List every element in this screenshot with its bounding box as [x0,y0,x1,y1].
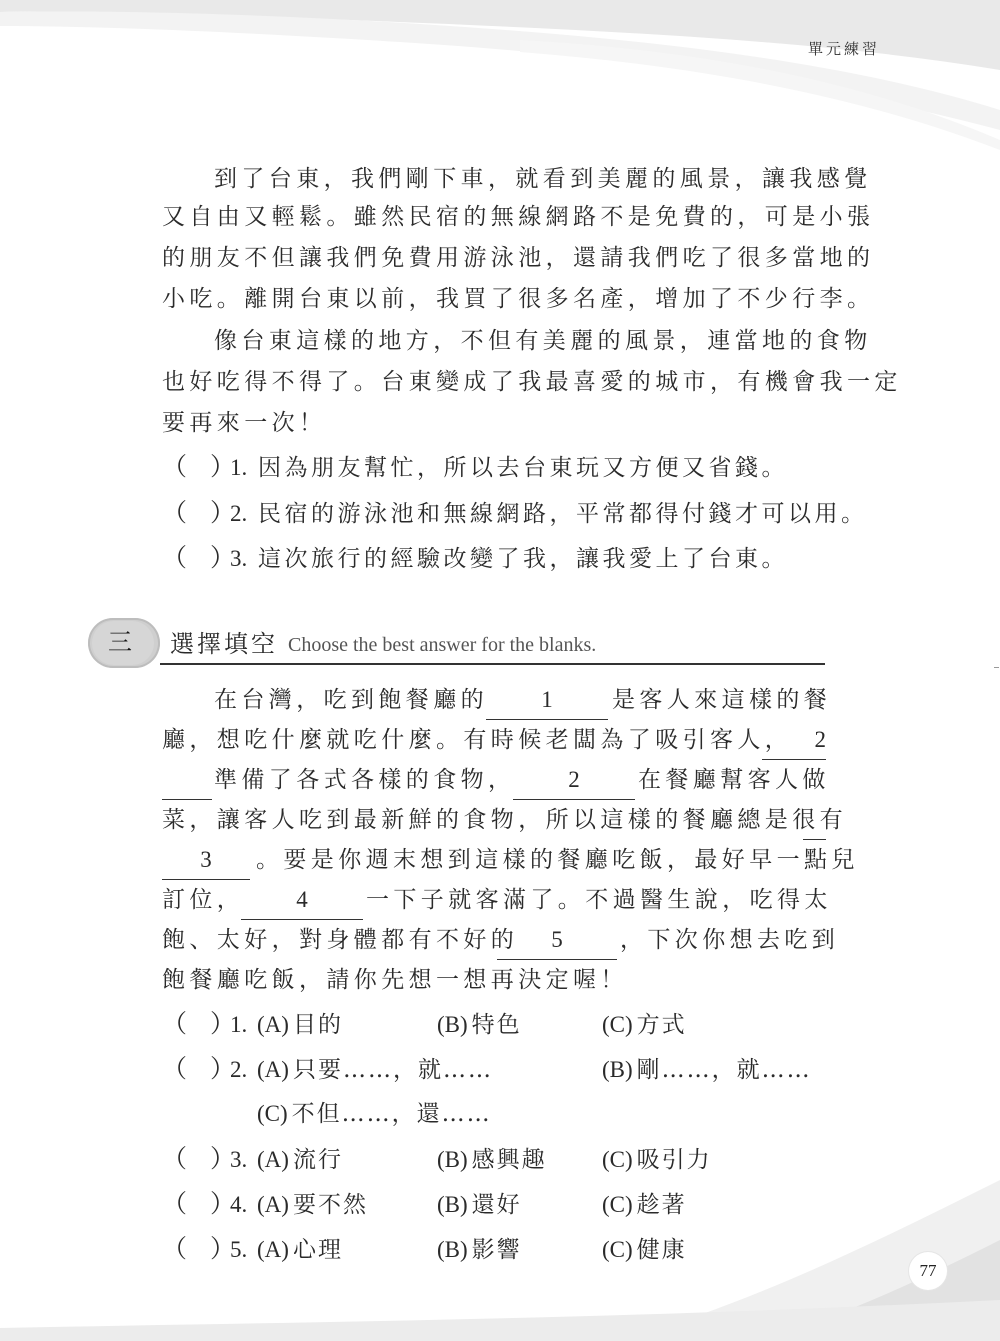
answer-paren-close: ） [210,1011,236,1038]
answer-paren-close: ） [210,545,236,572]
blank-2-part2[interactable] [162,760,212,800]
question-number: 4. [230,1192,248,1217]
answer-paren-close: ） [210,454,236,481]
section-divider [160,663,825,665]
option-a[interactable]: (A) 心理 [257,1237,343,1263]
blank-2-part1[interactable]: 2 [762,720,826,760]
section-subtitle: Choose the best answer for the blanks. [288,634,597,656]
choice-question-2 [162,1050,832,1090]
header-section-label: 單元練習 [808,40,881,58]
question-number: 2. [230,501,248,526]
reading-line-4: 小吃。離開台東以前，我買了很多名產，增加了不少行李。 [162,286,875,312]
blank-1[interactable]: 1 [486,680,608,720]
question-text: 民宿的游泳池和無線網路，平常都得付錢才可以用。 [258,501,868,527]
option-c[interactable]: (C) 方式 [602,1012,687,1038]
answer-paren-open[interactable]: （ [162,1146,188,1173]
answer-paren-open[interactable]: （ [162,454,188,481]
page-number: 77 [919,1261,937,1280]
margin-mark [994,667,999,668]
option-a[interactable]: (A) 只要……，就…… [257,1057,493,1083]
answer-paren-open[interactable]: （ [162,1191,188,1218]
option-c[interactable]: (C) 吸引力 [602,1147,712,1173]
answer-paren-open[interactable]: （ [162,1011,188,1038]
option-b[interactable]: (B) 影響 [437,1237,522,1263]
option-b[interactable]: (B) 特色 [437,1012,522,1038]
choice-question-2-cont [162,1094,832,1134]
true-false-question-1 [162,448,832,488]
option-a[interactable]: (A) 目的 [257,1012,343,1038]
question-text: 因為朋友幫忙，所以去台東玩又方便又省錢。 [258,455,788,481]
true-false-question-3 [162,539,832,579]
cloze-text: 飽餐廳吃飯，請你先想一想再決定喔！ [162,967,628,993]
question-number: 1. [230,1012,248,1037]
option-c[interactable]: (C) 趁著 [602,1192,687,1218]
blank-4[interactable]: 4 [241,880,363,920]
choice-question-1 [162,1005,832,1045]
option-b[interactable]: (B) 還好 [437,1192,522,1218]
question-number: 2. [230,1057,248,1082]
cloze-text: 是客人來這樣的餐 [612,687,832,713]
question-number: 3. [230,1147,248,1172]
cloze-text: ，下次你想去吃到 [620,927,840,953]
answer-paren-open[interactable]: （ [162,545,188,572]
option-c[interactable]: (C) 不但……，還…… [257,1101,492,1127]
blank-2-second[interactable]: 2 [513,760,635,800]
true-false-question-2 [162,494,868,534]
reading-line-7: 要再來一次！ [162,410,327,436]
answer-paren-close: ） [210,1056,236,1083]
answer-paren-open[interactable]: （ [162,1056,188,1083]
question-text: 這次旅行的經驗改變了我，讓我愛上了台東。 [258,546,788,572]
answer-paren-open[interactable]: （ [162,500,188,527]
reading-line-5: 像台東這樣的地方，不但有美麗的風景，連當地的食物 [214,328,872,354]
option-c[interactable]: (C) 健康 [602,1237,687,1263]
answer-paren-close: ） [210,1191,236,1218]
reading-line-2: 又自由又輕鬆。雖然民宿的無線網路不是免費的，可是小張 [162,204,875,230]
cloze-text: 一下子就客滿了。不過醫生說，吃得太 [366,887,832,913]
blank-5[interactable]: 5 [497,920,617,960]
answer-paren-open[interactable]: （ [162,1236,188,1263]
option-a[interactable]: (A) 流行 [257,1147,343,1173]
blank-3-part1[interactable] [803,800,826,840]
cloze-text: 飽、太好，對身體都有不好的 [162,927,519,953]
cloze-text: 在餐廳幫客人做 [638,767,830,793]
section-title: 選擇填空 [170,630,278,658]
reading-line-3: 的朋友不但讓我們免費用游泳池，還請我們吃了很多當地的 [162,245,875,271]
answer-paren-close: ） [210,1236,236,1263]
option-b[interactable]: (B) 剛……，就…… [602,1057,812,1083]
footer-swoosh-decoration [0,1150,1000,1341]
cloze-text: 準備了各式各樣的食物， [214,767,516,793]
cloze-text: 訂位， [162,887,245,913]
question-number: 1. [230,455,248,480]
option-b[interactable]: (B) 感興趣 [437,1147,547,1173]
answer-paren-close: ） [210,1146,236,1173]
reading-line-1: 到了台東，我們剛下車，就看到美麗的風景，讓我感覺 [214,166,872,192]
answer-paren-close: ） [210,500,236,527]
option-a[interactable]: (A) 要不然 [257,1192,368,1218]
cloze-text: 廳，想吃什麼就吃什麼。有時候老闆為了吸引客人， [162,727,793,753]
question-number: 3. [230,546,248,571]
question-number: 5. [230,1237,248,1262]
cloze-text: 菜，讓客人吃到最新鮮的食物，所以這樣的餐廳總是很有 [162,807,847,833]
cloze-text: 。要是你週末想到這樣的餐廳吃飯，最好早一點兒 [256,847,859,873]
blank-3-part2[interactable]: 3 [162,840,250,880]
reading-line-6: 也好吃得不得了。台東變成了我最喜愛的城市，有機會我一定 [162,369,902,395]
cloze-text: 在台灣，吃到飽餐廳的 [214,687,488,713]
section-number: 三 [108,628,132,656]
